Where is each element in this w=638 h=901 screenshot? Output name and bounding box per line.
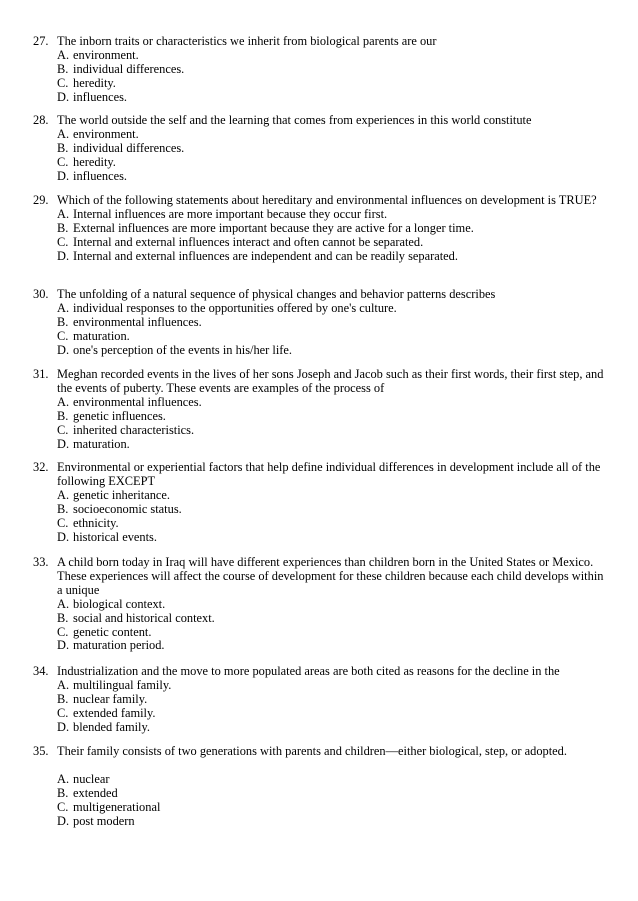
choice-letter: C.: [57, 422, 69, 437]
choice-letter: C.: [57, 154, 69, 169]
question-27: [33, 35, 608, 105]
choice-text: socioeconomic status.: [73, 501, 182, 516]
choice-letter: D.: [57, 436, 70, 451]
choice-letter: B.: [57, 61, 69, 76]
choice-d: [57, 438, 608, 452]
question-stem: Their family consists of two generations with parents and children—either biological, step, or adopted.: [57, 744, 567, 758]
choice-c: [57, 330, 608, 344]
choice-text: historical events.: [73, 529, 157, 544]
choice-text: one's perception of the events in his/her life.: [73, 342, 293, 357]
choice-text: genetic content.: [73, 624, 152, 639]
question-stem: A child born today in Iraq will have different experiences than children born in the United States or Mexico. These experiences will affect the course of development for these children because each child develops within a unique: [57, 555, 604, 597]
choice-text: heredity.: [73, 75, 116, 90]
choice-letter: A.: [57, 596, 70, 611]
choice-text: biological context.: [73, 596, 166, 611]
choice-letter: B.: [57, 691, 69, 706]
question-34: [33, 665, 608, 735]
choice-b: [57, 142, 608, 156]
choice-a: [57, 128, 608, 142]
choice-text: environment.: [73, 126, 139, 141]
question-number: 32.: [33, 460, 49, 474]
choice-text: ethnicity.: [73, 515, 119, 530]
choice-a: [57, 489, 608, 503]
answer-choices: [57, 128, 608, 184]
choice-text: influences.: [73, 168, 128, 183]
choice-letter: D.: [57, 719, 70, 734]
choice-text: individual responses to the opportunities offered by one's culture.: [73, 300, 397, 315]
answer-choices: [57, 49, 608, 105]
choice-a: [57, 208, 608, 222]
choice-letter: A.: [57, 394, 70, 409]
question-stem: The world outside the self and the learning that comes from experiences in this world constitute: [57, 113, 532, 127]
choice-letter: B.: [57, 501, 69, 516]
choice-text: Internal influences are more important because they occur first.: [73, 206, 388, 221]
choice-c: [57, 236, 608, 250]
choice-b: [57, 63, 608, 77]
choice-letter: A.: [57, 206, 70, 221]
choice-d: [57, 91, 608, 105]
question-28: [33, 114, 608, 184]
choice-text: maturation.: [73, 328, 130, 343]
choice-letter: B.: [57, 220, 69, 235]
question-32: [33, 461, 608, 544]
choice-text: environmental influences.: [73, 314, 202, 329]
choice-letter: C.: [57, 515, 69, 530]
choice-letter: B.: [57, 785, 69, 800]
answer-choices: [57, 302, 608, 358]
choice-letter: A.: [57, 300, 70, 315]
choice-letter: C.: [57, 624, 69, 639]
choice-letter: D.: [57, 638, 70, 653]
choice-text: nuclear family.: [73, 691, 148, 706]
question-number: 34.: [33, 664, 49, 678]
question-number: 33.: [33, 555, 49, 569]
choice-c: [57, 707, 608, 721]
choice-text: individual differences.: [73, 140, 185, 155]
choice-text: External influences are more important because they are active for a longer time.: [73, 220, 474, 235]
choice-letter: C.: [57, 705, 69, 720]
choice-letter: A.: [57, 677, 70, 692]
choice-text: extended family.: [73, 705, 156, 720]
question-stem: Meghan recorded events in the lives of her sons Joseph and Jacob such as their first words, their first step, and the events of puberty. These events are examples of the process of: [57, 367, 604, 395]
question-29: [33, 194, 608, 264]
choice-text: genetic inheritance.: [73, 487, 171, 502]
choice-d: [57, 344, 608, 358]
question-number: 31.: [33, 367, 49, 381]
question-33: [33, 556, 608, 653]
question-number: 28.: [33, 113, 49, 127]
choice-text: maturation.: [73, 436, 130, 451]
choice-letter: D.: [57, 342, 70, 357]
choice-c: [57, 517, 608, 531]
answer-choices: [57, 396, 608, 452]
choice-letter: C.: [57, 75, 69, 90]
choice-letter: A.: [57, 126, 70, 141]
choice-b: [57, 222, 608, 236]
question-30: [33, 288, 608, 358]
choice-a: [57, 598, 608, 612]
choice-b: [57, 410, 608, 424]
choice-text: environmental influences.: [73, 394, 202, 409]
choice-letter: D.: [57, 248, 70, 263]
choice-letter: D.: [57, 89, 70, 104]
choice-c: [57, 626, 608, 640]
question-number: 30.: [33, 287, 49, 301]
question-stem: Industrialization and the move to more populated areas are both cited as reasons for the decline in the: [57, 664, 560, 678]
question-31: [33, 368, 608, 451]
choice-c: [57, 424, 608, 438]
choice-text: multilingual family.: [73, 677, 172, 692]
choice-b: [57, 316, 608, 330]
choice-letter: D.: [57, 168, 70, 183]
blank-line: [33, 759, 608, 773]
choice-text: Internal and external influences interact and often cannot be separated.: [73, 234, 424, 249]
answer-choices: [57, 773, 608, 829]
question-stem: The unfolding of a natural sequence of physical changes and behavior patterns describes: [57, 287, 496, 301]
choice-b: [57, 693, 608, 707]
choice-a: [57, 302, 608, 316]
choice-text: genetic influences.: [73, 408, 166, 423]
choice-text: influences.: [73, 89, 128, 104]
choice-d: [57, 815, 608, 829]
choice-letter: B.: [57, 610, 69, 625]
question-35: [33, 745, 608, 829]
choice-letter: A.: [57, 47, 70, 62]
question-number: 27.: [33, 34, 49, 48]
choice-letter: C.: [57, 234, 69, 249]
choice-text: nuclear: [73, 771, 110, 786]
choice-d: [57, 639, 608, 653]
answer-choices: [57, 679, 608, 735]
choice-text: individual differences.: [73, 61, 185, 76]
question-stem: Which of the following statements about hereditary and environmental influences on development is TRUE?: [57, 193, 597, 207]
choice-c: [57, 156, 608, 170]
choice-c: [57, 77, 608, 91]
answer-choices: [57, 208, 608, 264]
choice-letter: D.: [57, 529, 70, 544]
choice-d: [57, 531, 608, 545]
choice-a: [57, 679, 608, 693]
choice-a: [57, 773, 608, 787]
choice-letter: D.: [57, 813, 70, 828]
choice-a: [57, 396, 608, 410]
choice-text: multigenerational: [73, 799, 161, 814]
question-number: 29.: [33, 193, 49, 207]
choice-text: extended: [73, 785, 118, 800]
answer-choices: [57, 489, 608, 545]
choice-d: [57, 170, 608, 184]
choice-text: post modern: [73, 813, 135, 828]
choice-letter: A.: [57, 771, 70, 786]
choice-c: [57, 801, 608, 815]
choice-text: inherited characteristics.: [73, 422, 195, 437]
choice-text: heredity.: [73, 154, 116, 169]
question-stem: The inborn traits or characteristics we inherit from biological parents are our: [57, 34, 437, 48]
choice-letter: A.: [57, 487, 70, 502]
choice-text: Internal and external influences are independent and can be readily separated.: [73, 248, 458, 263]
question-number: 35.: [33, 744, 49, 758]
choice-letter: B.: [57, 408, 69, 423]
choice-text: maturation period.: [73, 638, 165, 653]
choice-letter: B.: [57, 140, 69, 155]
choice-a: [57, 49, 608, 63]
choice-b: [57, 612, 608, 626]
choice-letter: B.: [57, 314, 69, 329]
choice-b: [57, 787, 608, 801]
question-stem: Environmental or experiential factors that help define individual differences in development include all of the following EXCEPT: [57, 460, 601, 488]
choice-letter: C.: [57, 328, 69, 343]
answer-choices: [57, 598, 608, 654]
choice-d: [57, 721, 608, 735]
choice-letter: C.: [57, 799, 69, 814]
choice-text: environment.: [73, 47, 139, 62]
choice-text: blended family.: [73, 719, 150, 734]
choice-b: [57, 503, 608, 517]
choice-d: [57, 250, 608, 264]
choice-text: social and historical context.: [73, 610, 215, 625]
